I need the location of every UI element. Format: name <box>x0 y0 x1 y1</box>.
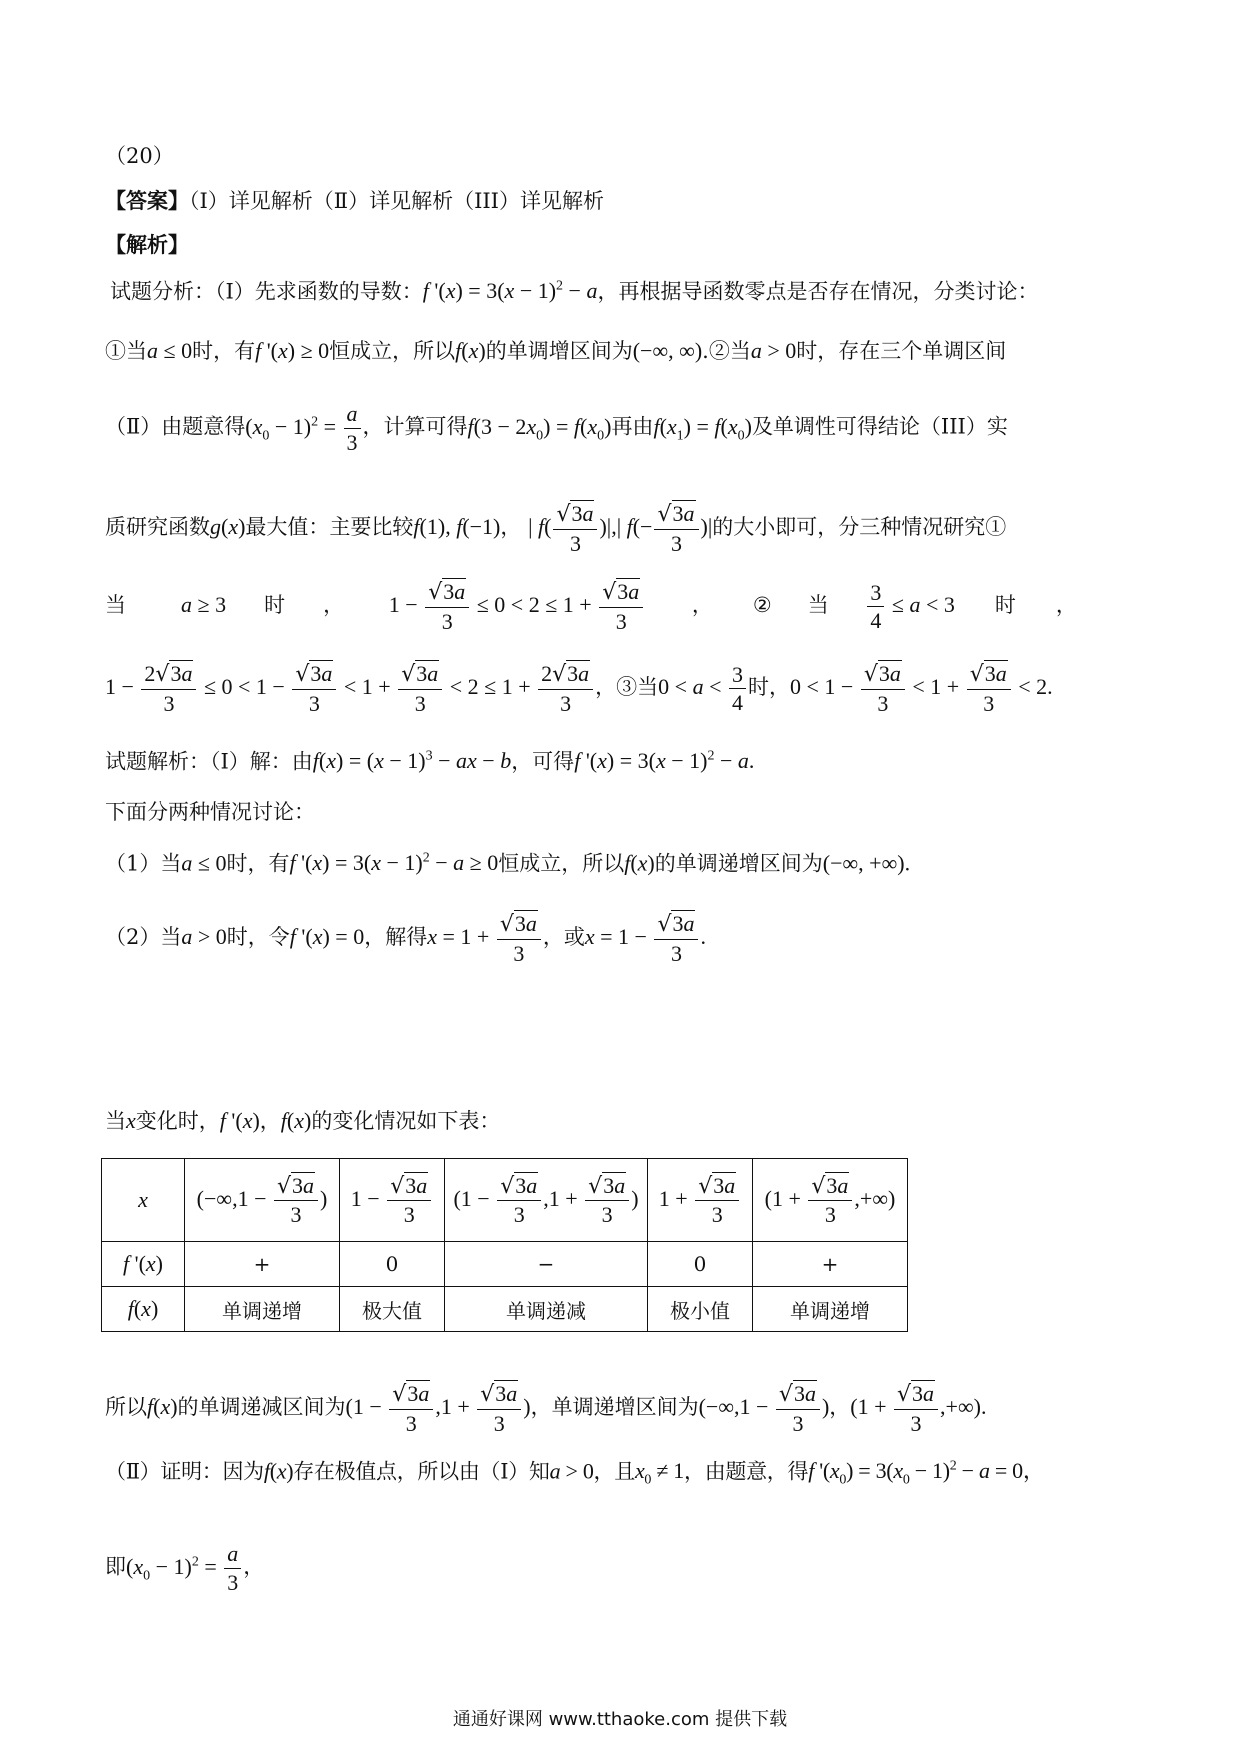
analysis-line-part2: （Ⅱ）由题意得$(x_0 - 1)^2$ = $\frac{a}{3}$ ，计算可得$f(3 - 2x_0) = f(x_0)$再由$f(x_1) = f(x_0)$及单调性可得结论（III）实 <box>105 401 1008 455</box>
analysis-line-case1: ①当a ≤ 0时，有f '(x) ≥ 0恒成立，所以f(x)的单调增区间为(−∞, ∞).②当a > 0时，存在三个单调区间 <box>105 338 1007 363</box>
monotonic-intervals: 所以f(x)的单调递减区间为(1 − $\frac{√3a}{3}$ ,1 + $\frac{√3a}{3}$ )，单调递增区间为(−∞,1 − $\frac{√3a}{3}$ )，(1 + $\frac{√3a}{3}$ ,+∞). <box>105 1381 987 1436</box>
table-cell: + <box>753 1242 908 1287</box>
analysis-line-cases: 当 a ≥ 3 时 ， 1 − $\frac{√3a}{3}$ ≤ 0 < 2 ≤ 1 + $\frac{√3a}{3}$ ， ② 当 $\frac{3}{4}$ ≤ a < 3 时 ， <box>105 579 1077 634</box>
table-cell: f(x) <box>102 1287 185 1332</box>
formula: f '$(x) = 3(x - 1)^2 - a$ <box>422 278 598 304</box>
problem-number: （20） <box>105 144 174 168</box>
table-cell: 极大值 <box>340 1287 445 1332</box>
table-cell: 极小值 <box>648 1287 753 1332</box>
solution-case2: （2）当a > 0时，令f '(x) = 0，解得x = 1 + $\frac{√3a}{3}$ ，或x = 1 − $\frac{√3a}{3}$ . <box>105 911 706 966</box>
part2-result: 即$(x_0 - 1)^2$ = $\frac{a}{3}$ ， <box>105 1541 265 1595</box>
table-cell: + <box>185 1242 340 1287</box>
table-cell: 1 − $\frac{√3a}{3}$ <box>340 1159 445 1242</box>
analysis-line-part3: 质研究函数g(x)最大值：主要比较f(1), f(−1)， | f( $\frac{√3a}{3}$ )|,| f(− $\frac{√3a}{3}$ )|的大小即可，分三种情况研究① <box>105 501 1007 556</box>
table-cell: 0 <box>648 1242 753 1287</box>
table-cell: (1 + $\frac{√3a}{3}$ ,+∞) <box>753 1159 908 1242</box>
answer-label: 【答案】 <box>105 188 189 213</box>
table-cell: 0 <box>340 1242 445 1287</box>
table-row <box>102 1242 908 1287</box>
table-row <box>102 1287 908 1332</box>
analysis-line-derivative: 试题分析：（Ⅰ）先求函数的导数：f '$(x) = 3(x - 1)^2 - a$，再根据导函数零点是否存在情况，分类讨论： <box>110 278 1039 304</box>
table-cell: 单调递减 <box>445 1287 648 1332</box>
table-cell: 1 + $\frac{√3a}{3}$ <box>648 1159 753 1242</box>
solution-case1: （1）当a ≤ 0时，有f '$(x) = 3(x - 1)^2 - a \ge 0$恒成立，所以f(x)的单调递增区间为(−∞, +∞). <box>105 850 911 876</box>
table-cell: 单调递增 <box>185 1287 340 1332</box>
table-cell: x <box>102 1159 185 1242</box>
table-cell: − <box>445 1242 648 1287</box>
answer-line <box>105 190 1240 212</box>
table-cell: (1 − $\frac{√3a}{3}$ ,1 + $\frac{√3a}{3}$ ) <box>445 1159 648 1242</box>
solution-two-cases: 下面分两种情况讨论： <box>105 800 315 824</box>
table-cell: 单调递增 <box>753 1287 908 1332</box>
answer-text: （Ⅰ）详见解析（Ⅱ）详见解析（III）详见解析 <box>189 189 604 213</box>
table-intro: 当x变化时，f '(x)，f(x)的变化情况如下表： <box>105 1108 501 1133</box>
variation-table <box>101 1158 908 1332</box>
solution-part1-line: 试题解析：（Ⅰ）解：由$f(x) = (x - 1)^3$ − ax − b，可得f '$(x) = 3(x - 1)^2 - a$. <box>105 748 755 774</box>
table-cell: f '(x) <box>102 1242 185 1287</box>
part2-proof: （Ⅱ）证明：因为f(x)存在极值点，所以由（Ⅰ）知a > 0，且$x_0 \ne 1$，由题意，得f '$(x_0) = 3(x_0 - 1)^2 - a = 0$， <box>105 1458 1045 1488</box>
analysis-label: 【解析】 <box>105 232 189 257</box>
table-cell: (−∞,1 − $\frac{√3a}{3}$ ) <box>185 1159 340 1242</box>
table-row <box>102 1159 908 1242</box>
analysis-line-inequalities: 1 − $\frac{2√3a}{3}$ ≤ 0 < 1 − $\frac{√3a}{3}$ < 1 + $\frac{√3a}{3}$ < 2 ≤ 1 + $\frac{2√3a}{3}$ ，③当0 < a < $\frac{3}{4}$ 时，0 < 1 − $\frac{√3a}{3}$ < 1 + $\frac{√3a}{3}$ < 2. <box>105 661 1053 716</box>
page-footer: 通通好课网 www.tthaoke.com 提供下载 <box>452 1709 788 1730</box>
